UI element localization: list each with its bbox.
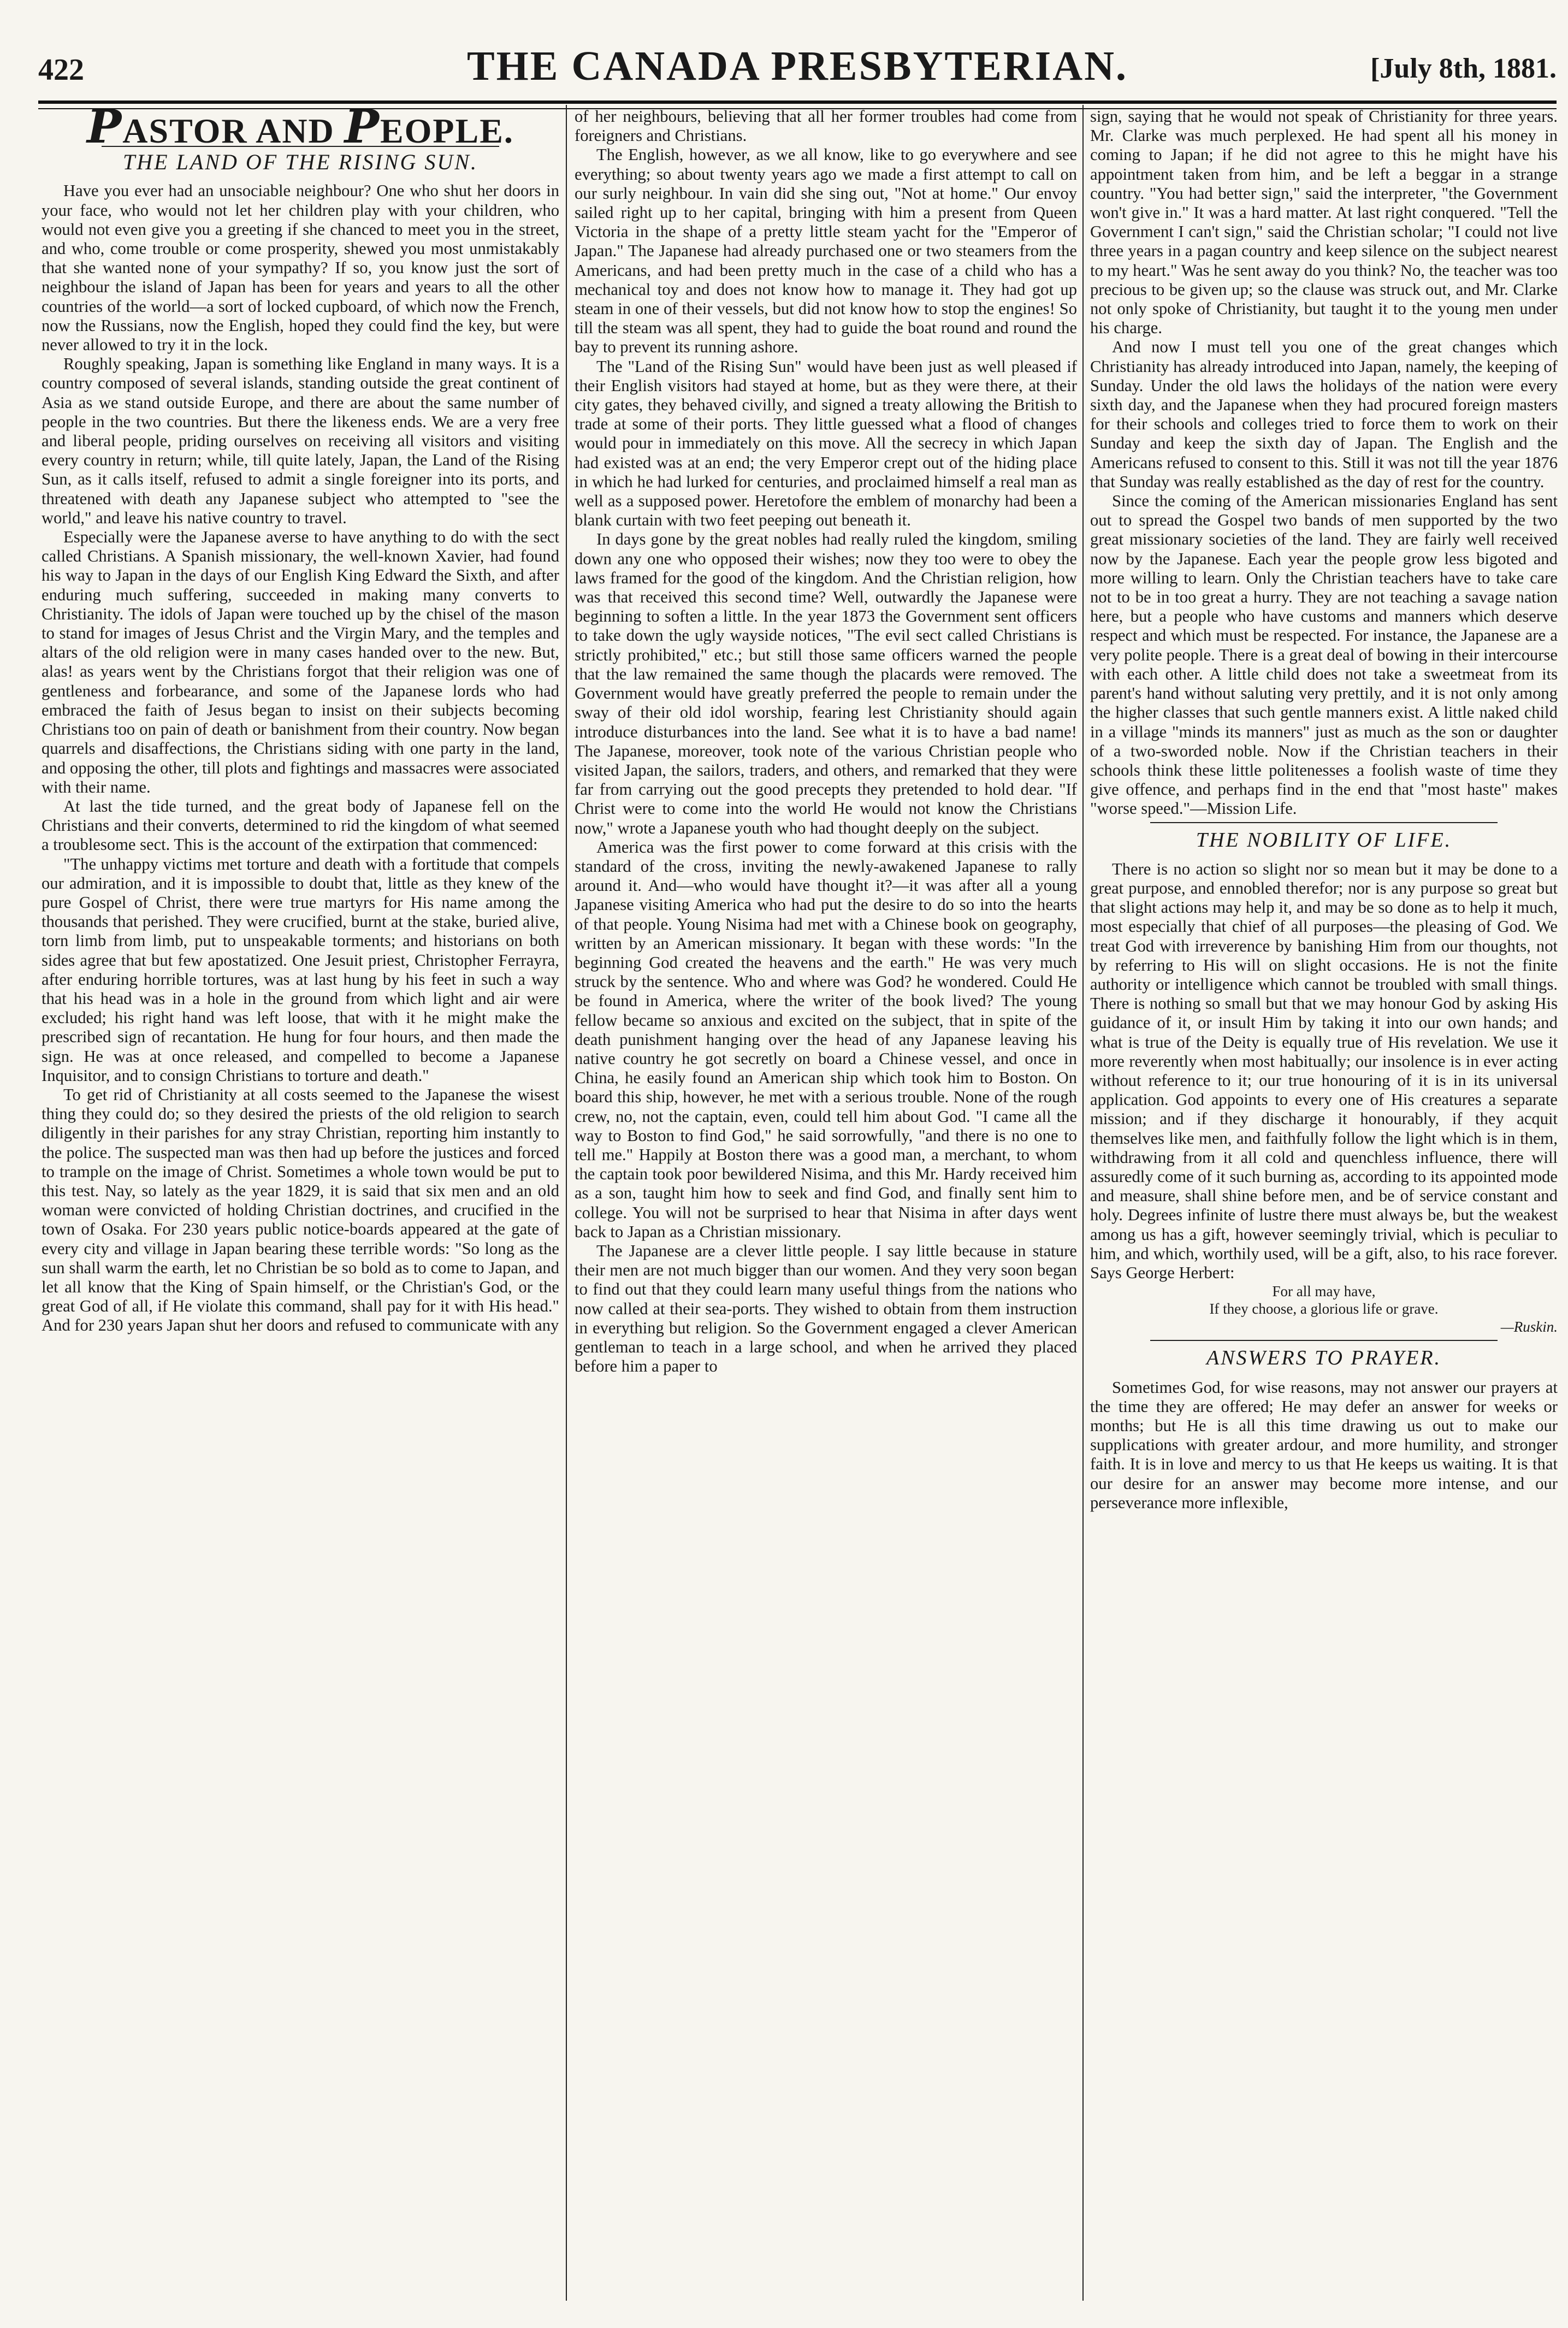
page-number: 422 bbox=[38, 53, 84, 87]
paragraph: And now I must tell you one of the great changes which Christianity has already introduced into Japan, namely, the keeping of Sunday. Under the old laws the holidays of the nation were every sixth day, and the Japanese when they had procured foreign masters for their schools and colleges tried to force them to work on their Sunday and keep the sixth day of Japan. The English and the Americans refused to consent to this. Still it was not till the year 1876 that Sunday was really established as the day of rest for the country. bbox=[1090, 338, 1558, 491]
paragraph: The Japanese are a clever little people. I say little because in stature their men are not much bigger than our women. And they very soon began to find out that they could learn many useful things from the nations who now called at their sea-ports. They wished to obtain from them instruction in everything but religion. So the Government engaged a clever American gentleman to teach in a large school, and when he arrived they placed before him a paper to bbox=[575, 1241, 1077, 1376]
column-1 bbox=[42, 107, 559, 2297]
paragraph: Roughly speaking, Japan is something like England in many ways. It is a country composed of several islands, standing outside the great continent of Asia as we stand outside Europe, and there are about the same number of people in the two countries. But there the likeness ends. We are a very free and liberal people, priding ourselves on receiving all visitors and visiting every country in return; while, till quite lately, Japan, the Land of the Rising Sun, as it calls itself, refused to admit a single foreigner into its ports, and threatened with death any Japanese subject who attempted to "see the world," and leave his native country to travel. bbox=[42, 354, 559, 527]
article-separator bbox=[1150, 822, 1498, 823]
paragraph: America was the first power to come forward at this crisis with the standard of the cross, inviting the newly-awakened Japanese to rally around it. And—who would have thought it?—it was after all a young Japanese visiting America who had put the desire to do so into the hearts of that people. Young Nisima had met with a Chinese book on geography, written by an American missionary. It began with these words: "In the beginning God created the heavens and the earth." He was very much struck by the sentence. Who and where was God? he wondered. Could He be found in America, where the writer of the book lived? The young fellow became so anxious and excited on the subject, that in spite of the death punishment hanging over the head of any Japanese leaving his native country he got secretly on board a Chinese vessel, and once in China, he easily found an American ship which took him to Boston. On board this ship, however, he met with a serious trouble. None of the rough crew, no, not the captain, even, could tell him about God. "I came all the way to Boston to find God," he said sorrowfully, "and there is no one to tell me." Happily at Boston there was a good man, a merchant, to whom the captain took poor bewildered Nisima, and this Mr. Hardy received him as a son, taught him how to seek and find God, and finally sent him to college. You will not be surprised to hear that Nisima in after days went back to Japan as a Christian missionary. bbox=[575, 837, 1077, 1241]
paragraph: To get rid of Christianity at all costs seemed to the Japanese the wisest thing they could do; so they desired the priests of the old religion to search diligently in their parishes for any stray Christian, reporting him instantly to the police. The suspected man was then had up before the justices and forced to trample on the image of Christ. Sometimes a whole town would be put to this test. Nay, so lately as the year 1829, it is said that six men and an old woman were convicted of holding Christian doctrines, and crucified in the town of Osaka. For 230 years public notice-boards appeared at the gate of every city and village in Japan bearing these terrible words: "So long as the sun shall warm the earth, let no Christian be so bold as to come to Japan, and let all know that the King of Spain himself, or the Christian's God, or the great God of all, if He violate this command, shall pay for it with His head." And for 230 years Japan shut her doors and refused to communicate with any bbox=[42, 1085, 559, 1335]
verse-line: For all may have, bbox=[1272, 1283, 1376, 1300]
paragraph: sign, saying that he would not speak of Christianity for three years. Mr. Clarke was much perplexed. He had spent all his money in coming to Japan; if he did not agree to this he might have his appointment taken from him, and be left a beggar in a strange country. "You had better sign," said the interpreter, "the Government won't give in." It was a hard matter. At last right conquered. "Tell the Government I can't sign," said the Christian scholar; "I could not live three years in a pagan country and keep silence on the subject nearest to my heart." Was he sent away do you think? No, the teacher was too precious to be given up; so the clause was struck out, and Mr. Clarke not only spoke of Christianity, but taught it to the young men under his charge. bbox=[1090, 107, 1558, 338]
paragraph: The "Land of the Rising Sun" would have been just as well pleased if their English visitors had stayed at home, but as they were there, at their city gates, they behaved civilly, and signed a treaty allowing the British to trade at some of their ports. They little guessed what a flood of changes would pour in immediately on this move. All the secrecy in which Japan had existed was at an end; the very Emperor crept out of the hiding place in which he had lurked for centuries, and proclaimed himself a real man as well as a supposed power. Heretofore the emblem of monarchy had been a blank curtain with two feet peeping out beneath it. bbox=[575, 357, 1077, 530]
column-divider-2 bbox=[1082, 105, 1084, 2301]
article-title-nobility-of-life: THE NOBILITY OF LIFE. bbox=[1196, 828, 1452, 852]
masthead bbox=[38, 24, 1557, 106]
paragraph: Sometimes God, for wise reasons, may not answer our prayers at the time they are offered; He may defer an answer for weeks or months; but He is all this time drawing us out to make our supplications with greater ardour, and more humility, and stronger faith. It is in love and mercy to us that He keeps us waiting. It is that our desire for an answer may become more intense, and our perseverance more inflexible, bbox=[1090, 1378, 1558, 1512]
department-heading: PASTOR AND PEOPLE. bbox=[87, 107, 514, 153]
column-3 bbox=[1090, 107, 1558, 2297]
column-2 bbox=[575, 107, 1077, 2297]
paragraph: "The unhappy victims met torture and death with a fortitude that compels our admiration, and it is impossible to doubt that, little as they knew of the pure Gospel of Christ, there were true martyrs for His name among the thousands that perished. They were crucified, burnt at the stake, buried alive, torn limb from limb, put to unspeakable torments; and historians on both sides agree that but few apostatized. One Jesuit priest, Christopher Ferrayra, after enduring horrible tortures, was at last hung by his feet in such a way that his head was in a hole in the ground from which light and air were excluded; his right hand was left loose, that with it he might make the prescribed sign of recantation. He hung for four hours, and then made the sign. He was at once released, and compelled to become a Japanese Inquisitor, and to consign Christians to torture and death." bbox=[42, 854, 559, 1085]
article-title-land-of-rising-sun: THE LAND OF THE RISING SUN. bbox=[123, 150, 478, 175]
paragraph: There is no action so slight nor so mean but it may be done to a great purpose, and ennobled therefor; nor is any purpose so great but that slight actions may help it, and may be so done as to help it much, most especially that chief of all purposes—the pleasing of God. We treat God with irreverence by banishing Him from our thoughts, not by referring to His will on slight occasions. He is not the finite authority or intelligence which cannot be troubled with small things. There is nothing so small but that we may honour God by asking His guidance of it, or insult Him by taking it into our own hands; and what is true of the Deity is equally true of His revelation. We use it more reverently when most habitually; our insolence is in ever acting without reference to it; our true honouring of it is in its universal application. God appoints to every one of His creatures a separate mission; and if they discharge it honourably, if they acquit themselves like men, and faithfully follow the light which is in them, withdrawing from it all cold and quenchless influence, there will assuredly come of it such burning as, according to its appointed mode and measure, shall shine before men, and be of service constant and holy. Degrees infinite of lustre there must always be, but the weakest among us has a gift, however seemingly trivial, which is peculiar to him, and which, worthily used, will be a gift, also, to his race forever. Says George Herbert: bbox=[1090, 859, 1558, 1282]
paragraph: Have you ever had an unsociable neighbour? One who shut her doors in your face, who would not let her children play with your children, who would not even give you a greeting if she chanced to meet you in the street, and who, come trouble or come prosperity, shewed you most unmistakably that she wanted none of your sympathy? If so, you know just the sort of neighbour the island of Japan has been for years and years to all the other countries of the world—a sort of locked cupboard, of which now the French, now the Russians, now the English, hoped they could find the key, but were never allowed to try it in the lock. bbox=[42, 181, 559, 354]
article-title-answers-to-prayer: ANSWERS TO PRAYER. bbox=[1206, 1346, 1442, 1370]
paragraph: The English, however, as we all know, like to go everywhere and see everything; so about twenty years ago we made a first attempt to call on our surly neighbour. In vain did she sing out, "Not at home." Our envoy sailed right up to her capital, bringing with him a present from Queen Victoria in the shape of a pretty little steam yacht for the "Emperor of Japan." The Japanese had already purchased one or two steamers from the Americans, and had been pretty much in the case of a child who has a mechanical toy and does not know how to manage it. They had got up steam in one of their vessels, but did not know how to stop the engines! So till the steam was all spent, they had to guide the boat round and round the bay to prevent its running ashore. bbox=[575, 145, 1077, 357]
paragraph: Especially were the Japanese averse to have anything to do with the sect called Christians. A Spanish missionary, the well-known Xavier, had found his way to Japan in the days of our English King Edward the Sixth, and after enduring much suffering, succeeded in making many converts to Christianity. The idols of Japan were touched up by the chisel of the mason to stand for images of Jesus Christ and the Virgin Mary, and the temples and altars of the old religion were in many cases handed over to the new. But, alas! as years went by the Christians forgot that their religion was one of gentleness and forbearance, and some of the Japanese lords who had embraced the faith of Jesus began to insist on their subjects becoming Christians too on pain of death or banishment from their country. Now began quarrels and disaffections, the Christians siding with one party in the land, and opposing the other, till plots and fightings and massacres were associated with their name. bbox=[42, 528, 559, 796]
masthead-rule-thick bbox=[38, 101, 1557, 104]
issue-date: [July 8th, 1881. bbox=[1370, 53, 1557, 84]
article-separator bbox=[1150, 1340, 1498, 1341]
publication-title: THE CANADA PRESBYTERIAN. bbox=[466, 43, 1128, 89]
paragraph: At last the tide turned, and the great body of Japanese fell on the Christians and their converts, determined to rid the kingdom of what seemed a troublesome sect. This is the account of the extirpation that commenced: bbox=[42, 796, 559, 854]
column-divider-1 bbox=[566, 105, 567, 2301]
verse-line: If they choose, a glorious life or grave. bbox=[1209, 1301, 1439, 1317]
paragraph: of her neighbours, believing that all her former troubles had come from foreigners and Christians. bbox=[575, 107, 1077, 145]
attribution: —Ruskin. bbox=[1500, 1319, 1558, 1336]
paragraph: In days gone by the great nobles had really ruled the kingdom, smiling down any one who opposed their wishes; now they too were to obey the laws framed for the good of the kingdom. And the Christian religion, how was that received this second time? Well, outwardly the Japanese were beginning to soften a little. In the year 1873 the Government sent officers to take down the ugly wayside notices, "The evil sect called Christians is strictly prohibited," etc.; but still those same officers warned the people that the law remained the same though the placards were removed. The Government would have greatly preferred the people to remain under the sway of their old idol worship, fearing lest Christianity should again introduce disturbances into the land. See what it is to have a bad name! The Japanese, moreover, took note of the various Christian people who visited Japan, the sailors, traders, and others, and remarked that they were far from carrying out the good precepts they pretended to hold dear. "If Christ were to come into the world He would not know the Christians now," wrote a Japanese youth who had thought deeply on the subject. bbox=[575, 530, 1077, 837]
paragraph: Since the coming of the American missionaries England has sent out to spread the Gospel two bands of men supported by the two great missionary societies of the land. They are fairly well received now by the Japanese. Each year the people grow less bigoted and more willing to learn. Only the Christian teachers have to take care not to be in too great a hurry. They are not teaching a savage nation here, but a people who have customs and manners which deserve respect and which must be respected. For instance, the Japanese are a very polite people. There is a great deal of bowing in their intercourse with each other. A little child does not take a sweetmeat from its parent's hand without saluting very prettily, and it is not only among the higher classes that such gentle manners exist. A little naked child in a village "minds its manners" just as much as the son or daughter of a two-sworded noble. Now if the Christian teachers in their schools think these little politenesses a foolish waste of time they give offence, and perhaps find in the end that "most haste" makes "worse speed."—Mission Life. bbox=[1090, 492, 1558, 818]
